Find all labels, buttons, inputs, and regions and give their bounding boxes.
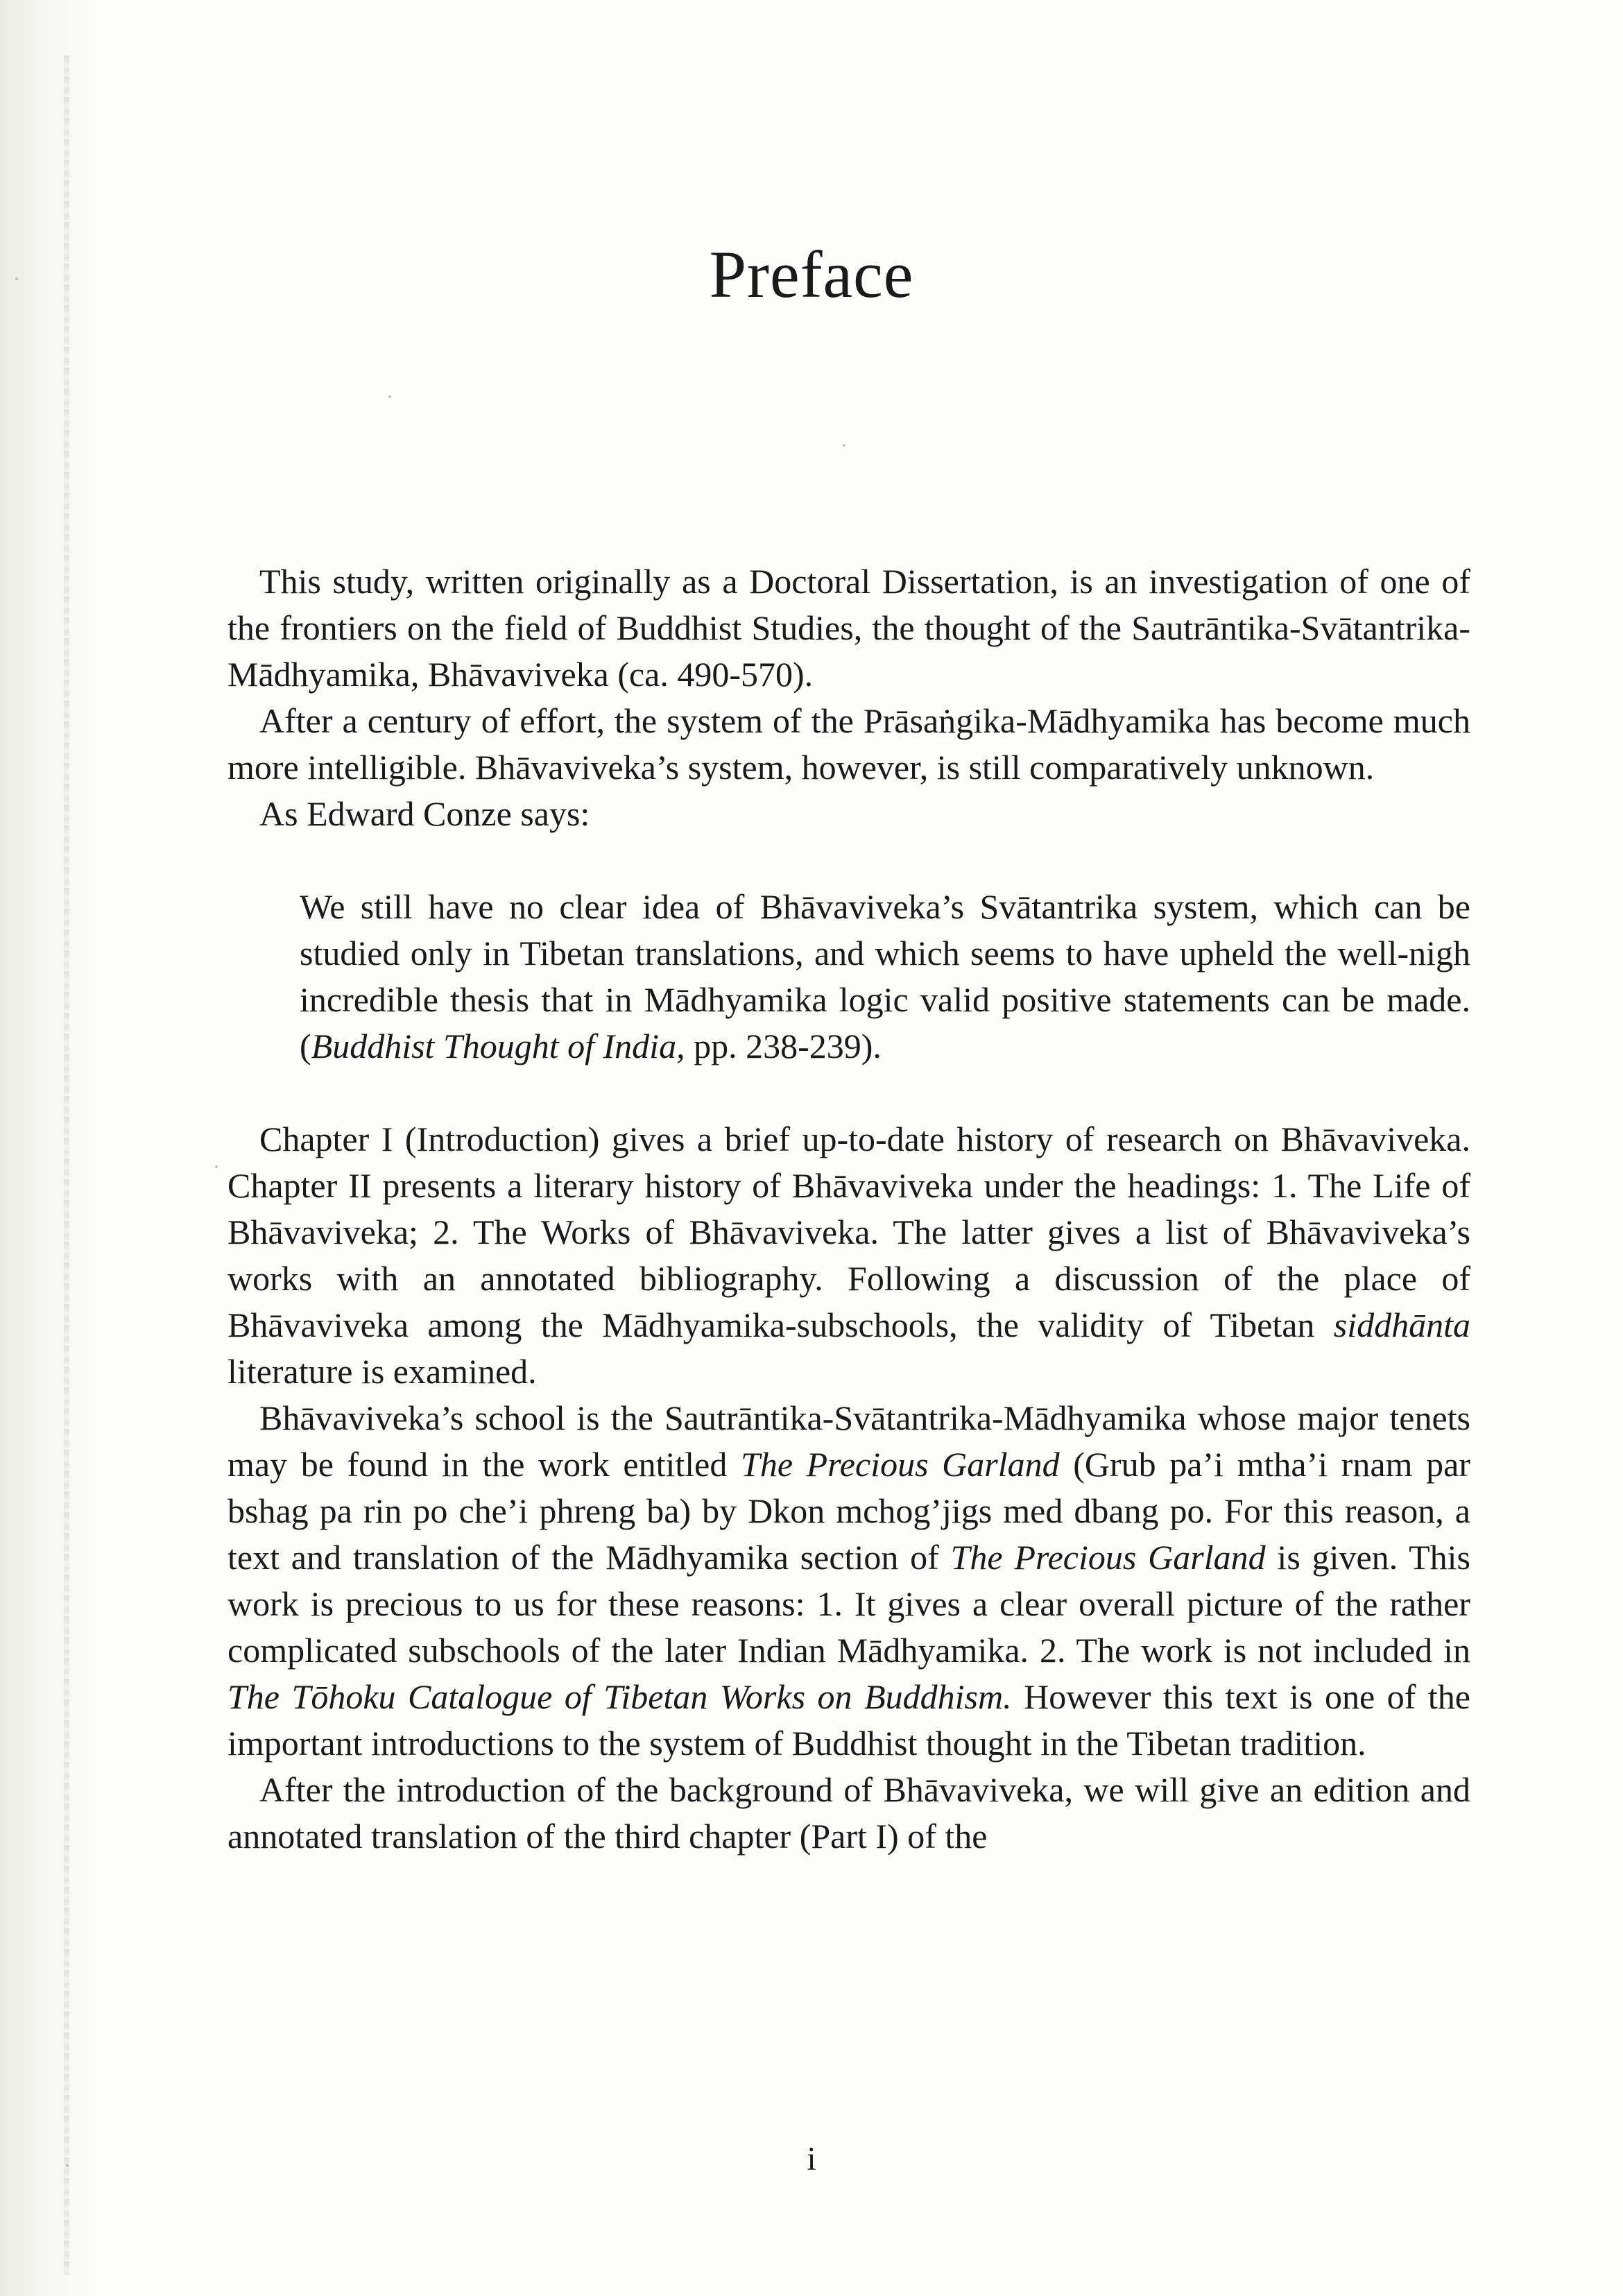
scan-speck: [215, 1165, 218, 1168]
paragraph-intro: This study, written originally as a Doctoral Dissertation, is an investigation of one of the frontiers on the field of Buddhist Studies, the thought of the Sautrāntika-Svātantrika-Mādhyamika, Bhāvaviveka (ca. 490-570).: [227, 562, 1470, 694]
book-title-tohoku-catalogue: The Tōhoku Catalogue of Tibetan Works on Buddhism.: [227, 1677, 1012, 1716]
paragraph-chapters-text-end: literature is examined.: [227, 1352, 537, 1391]
paragraph-chapters: [227, 1116, 1470, 1395]
siddhanta-term: siddhānta: [1333, 1305, 1470, 1344]
paragraph-century: After a century of effort, the system of the Prāsaṅgika-Mādhyamika has become much more intelligible. Bhāvaviveka’s system, however, is still comparatively unknown.: [227, 701, 1470, 787]
page-number: i: [807, 2141, 816, 2177]
paragraph-school-text: Bhāvaviveka’s school is the Sautrāntika-Svātantrika-Mādhyamika whose major tenets may be found in the work entitled: [227, 1398, 1470, 1484]
paragraph-school-text-2: (Grub pa’i mtha’i rnam par bshag pa rin po che’i phreng ba) by Dkon mchog’jigs med dbang po. For this reason, a text and translation of the Mādhyamika section of: [227, 1445, 1470, 1577]
scan-speck: [843, 444, 845, 447]
paragraph-school-text-4: However this text is one of the important introductions to the system of Buddhist thought in the Tibetan tradition.: [227, 1677, 1470, 1763]
paragraph-school: [227, 1395, 1470, 1767]
quote-text: We still have no clear idea of Bhāvaviveka’s Svātantrika system, which can be studied only in Tibetan translations, and which seems to have upheld the well-nigh incredible thesis that in Mādhyamika logic valid positive statements can be made. (: [300, 887, 1470, 1065]
paragraph-chapters-text: Chapter I (Introduction) gives a brief up-to-date history of research on Bhāvaviveka. Chapter II presents a literary history of Bhāvaviveka under the headings: 1. The Life of Bhāvaviveka; 2. The Works of Bhāvaviveka. The latter gives a list of Bhāvaviveka’s works with an annotated bibliography. Following a discussion of the place of Bhāvaviveka among the Mādhyamika-subschools, the validity of Tibetan: [227, 1120, 1470, 1344]
quote-citation-pages: pp. 238-239).: [685, 1027, 882, 1065]
book-title-precious-garland: The Precious Garland: [741, 1445, 1060, 1484]
scan-speck: [388, 395, 391, 398]
paragraph-school-text-3: is given. This work is precious to us for these reasons: 1. It gives a clear overall picture of the rather complicated subschools of the later Indian Mādhyamika. 2. The work is not included in: [227, 1538, 1470, 1670]
quote-citation-title: Buddhist Thought of India,: [311, 1027, 685, 1065]
block-quote: [300, 884, 1470, 1070]
scan-binding-edge: [64, 55, 69, 2275]
preface-body: [227, 558, 1470, 1860]
book-title-precious-garland-2: The Precious Garland: [950, 1538, 1266, 1577]
page-title: Preface: [709, 237, 914, 311]
paragraph-conze-lead: As Edward Conze says:: [259, 794, 590, 833]
paragraph-edition: After the introduction of the background of Bhāvaviveka, we will give an edition and annotated translation of the third chapter (Part I) of the: [227, 1770, 1470, 1856]
